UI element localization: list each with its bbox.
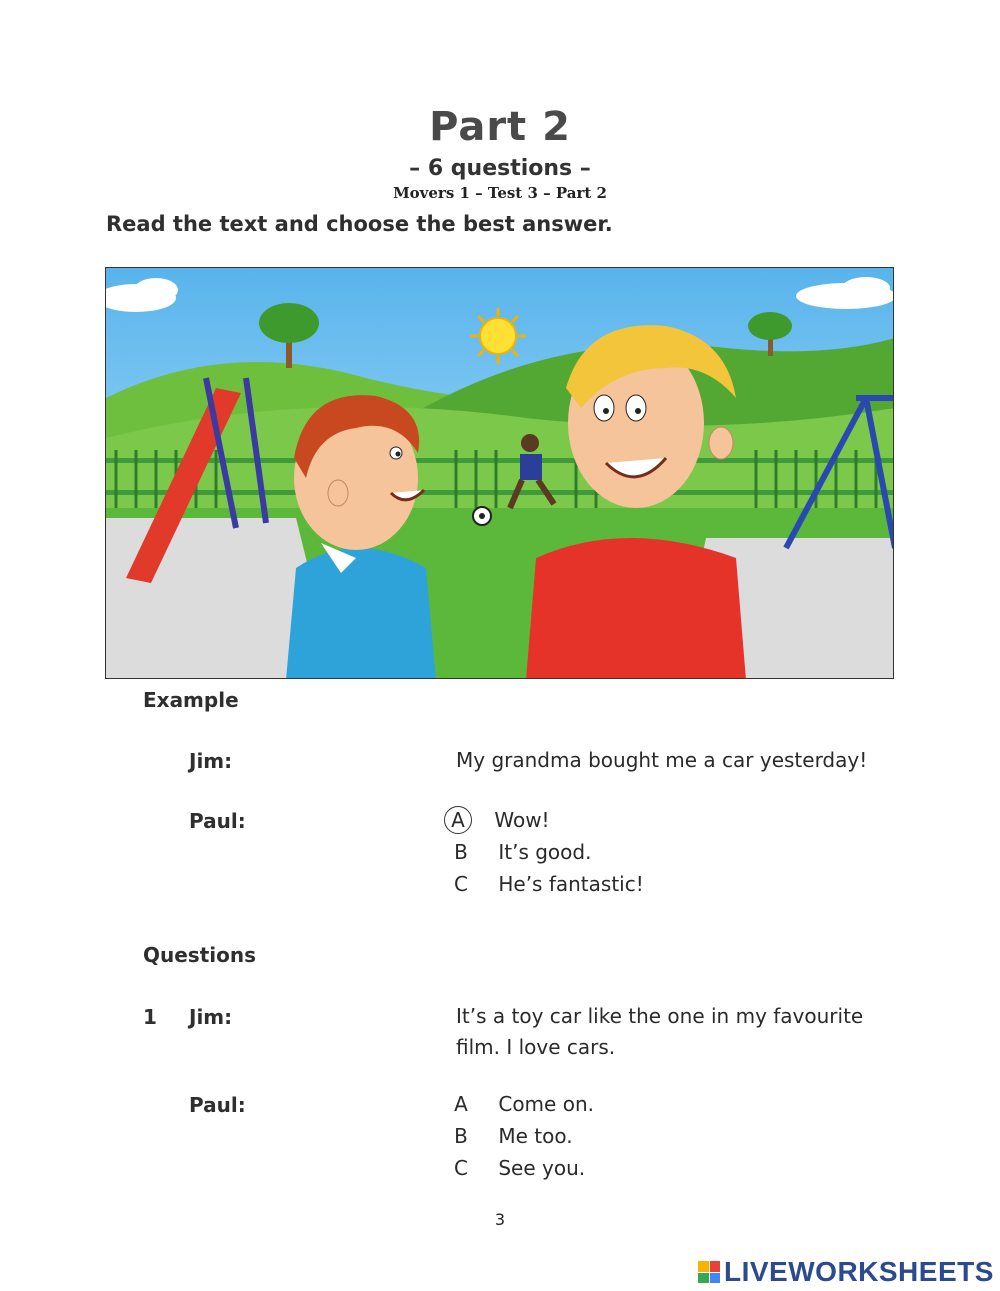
test-reference: Movers 1 – Test 3 – Part 2 bbox=[393, 184, 607, 202]
liveworksheets-logo-icon bbox=[698, 1261, 720, 1283]
questions-heading: Questions bbox=[143, 943, 257, 967]
question-count: – 6 questions – bbox=[409, 156, 591, 181]
example-option-c[interactable]: C He’s fantastic! bbox=[454, 872, 644, 896]
liveworksheets-logo[interactable] bbox=[698, 1256, 994, 1288]
q1-speaker-paul: Paul: bbox=[189, 1093, 246, 1117]
question-number: 1 bbox=[143, 1005, 157, 1029]
example-heading: Example bbox=[143, 688, 239, 712]
selected-answer-circle: A bbox=[444, 806, 472, 834]
brand-text: LIVEWORKSHEETS bbox=[724, 1256, 994, 1287]
q1-jim-line-1: It’s a toy car like the one in my favourite bbox=[456, 1004, 864, 1028]
example-jim-line: My grandma bought me a car yesterday! bbox=[456, 748, 868, 772]
q1-speaker-jim: Jim: bbox=[189, 1005, 233, 1029]
park-illustration bbox=[105, 267, 894, 679]
football-icon bbox=[473, 507, 491, 525]
instruction: Read the text and choose the best answer. bbox=[106, 212, 613, 236]
page-title: Part 2 bbox=[429, 104, 571, 150]
example-speaker-paul: Paul: bbox=[189, 809, 246, 833]
page-number: 3 bbox=[494, 1210, 506, 1229]
example-option-b[interactable]: B It’s good. bbox=[454, 840, 592, 864]
q1-option-a[interactable]: A Come on. bbox=[454, 1092, 594, 1116]
q1-option-b[interactable]: B Me too. bbox=[454, 1124, 573, 1148]
q1-jim-line-2: film. I love cars. bbox=[456, 1035, 616, 1059]
example-speaker-jim: Jim: bbox=[189, 749, 233, 773]
q1-option-c[interactable]: C See you. bbox=[454, 1156, 586, 1180]
example-option-a[interactable]: A Wow! bbox=[446, 806, 550, 834]
